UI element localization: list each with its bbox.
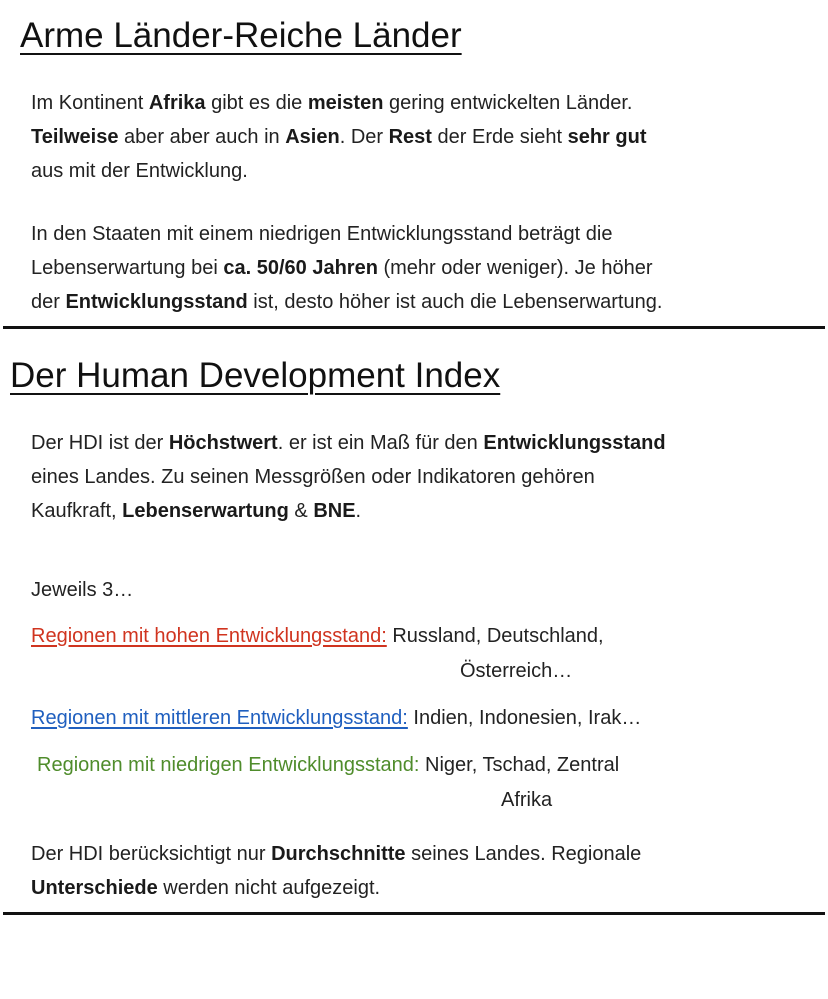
paragraph-hdi-durchschnitte — [31, 837, 811, 905]
bold-text: Lebenserwartung — [122, 500, 289, 522]
text-segment: gering entwickelten Länder. — [383, 92, 633, 114]
text-segment: werden nicht aufgezeigt. — [157, 877, 381, 899]
region-high — [31, 619, 604, 653]
text-segment: (mehr oder weniger). Je höher — [377, 257, 653, 279]
paragraph-hdi-definition — [31, 426, 811, 528]
text-segment: Lebenserwartung bei — [31, 257, 224, 279]
text-segment: aus mit der Entwicklung. — [31, 160, 248, 182]
text-segment: der — [31, 291, 66, 313]
section-divider-bottom — [3, 912, 825, 915]
region-mid-countries: Indien, Indonesien, Irak… — [407, 707, 642, 729]
text-segment: . Der — [339, 126, 389, 148]
bold-text: Entwicklungsstand — [483, 432, 666, 454]
bold-text: Entwicklungsstand — [65, 291, 248, 313]
paragraph-lebenserwartung — [31, 217, 811, 319]
region-low-label: Regionen mit niedrigen Entwicklungsstand: — [37, 754, 420, 776]
text-line — [31, 154, 811, 188]
text-segment: eines Landes. Zu seinen Messgrößen oder Indikatoren gehören — [31, 466, 595, 488]
text-segment: & — [288, 500, 314, 522]
text-line — [31, 460, 811, 494]
bold-text: meisten — [307, 92, 384, 114]
bold-text: BNE — [313, 500, 356, 522]
text-segment: . — [355, 500, 362, 522]
section-heading-hdi: Der Human Development Index — [10, 356, 501, 395]
paragraph-afrika-asien — [31, 86, 811, 188]
text-line — [31, 120, 811, 154]
bold-text: sehr gut — [567, 126, 647, 148]
text-segment: aber aber auch in — [118, 126, 286, 148]
bold-text: Asien — [285, 126, 340, 148]
text-segment: In den Staaten mit einem niedrigen Entwicklungsstand beträgt die — [31, 223, 613, 245]
text-line — [31, 285, 811, 319]
text-line — [31, 494, 811, 528]
region-high-label: Regionen mit hohen Entwicklungsstand: — [31, 625, 387, 647]
section-divider — [3, 326, 825, 329]
bold-text: Rest — [388, 126, 432, 148]
text-line — [31, 871, 811, 905]
text-line — [31, 837, 811, 871]
bold-text: Teilweise — [31, 126, 119, 148]
region-high-countries-cont: Österreich… — [460, 660, 573, 682]
section-heading-arme-reiche-laender: Arme Länder-Reiche Länder — [20, 16, 462, 55]
region-low-countries-cont: Afrika — [501, 789, 553, 811]
text-segment: ist, desto höher ist auch die Lebenserwartung. — [247, 291, 663, 313]
bold-text: Unterschiede — [31, 877, 158, 899]
text-line — [31, 86, 811, 120]
text-segment: . er ist ein Maß für den — [277, 432, 484, 454]
bold-text: Durchschnitte — [271, 843, 406, 865]
bold-text: ca. 50/60 Jahren — [223, 257, 378, 279]
bold-text: Höchstwert — [168, 432, 278, 454]
region-low — [37, 748, 619, 782]
text-segment: Der HDI berücksichtigt nur — [31, 843, 272, 865]
region-mid-label: Regionen mit mittleren Entwicklungsstand: — [31, 707, 408, 729]
text-segment: seines Landes. Regionale — [405, 843, 642, 865]
region-low-countries: Niger, Tschad, Zentral — [419, 754, 620, 776]
text-segment: gibt es die — [205, 92, 308, 114]
text-segment: Kaufkraft, — [31, 500, 123, 522]
text-segment: Im Kontinent — [31, 92, 149, 114]
jeweils-label: Jeweils 3… — [31, 579, 134, 601]
text-line — [31, 251, 811, 285]
region-high-countries: Russland, Deutschland, — [386, 625, 604, 647]
text-line — [31, 217, 811, 251]
text-line — [31, 426, 811, 460]
text-segment: Der HDI ist der — [31, 432, 169, 454]
bold-text: Afrika — [148, 92, 206, 114]
text-segment: der Erde sieht — [431, 126, 568, 148]
region-mid — [31, 701, 641, 735]
